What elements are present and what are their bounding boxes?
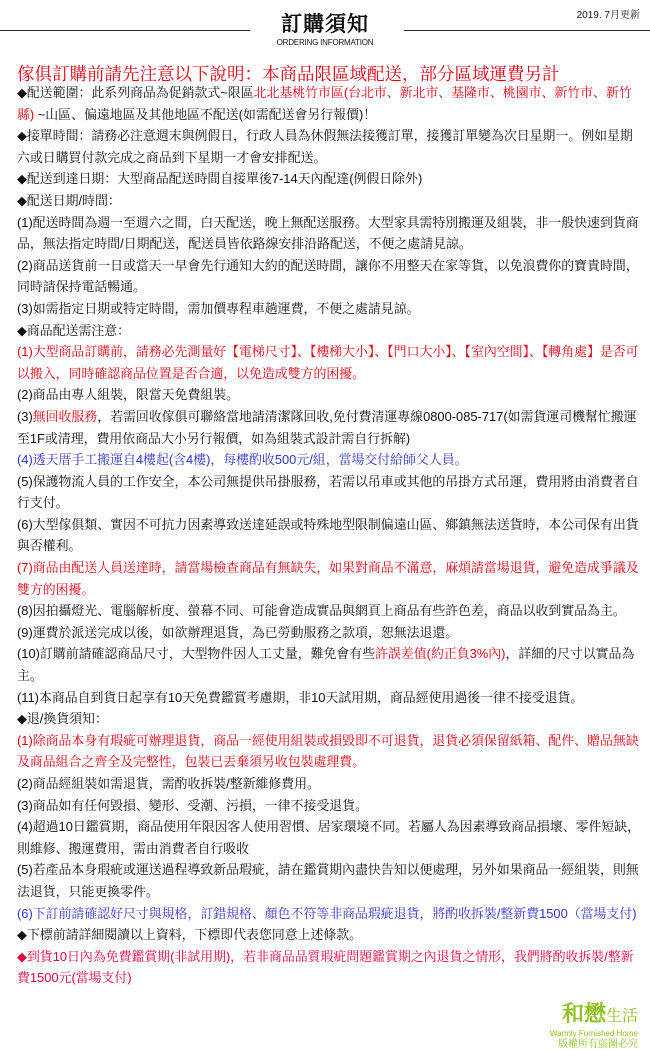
- text-segment: ◆配送到達日期：大型商品配送時間自接單後7-14天內配達(例假日除外): [17, 171, 423, 187]
- text-segment: (2)商品由專人組裝，限當天免費組裝。: [17, 387, 240, 403]
- terms-paragraph: [17, 212, 645, 255]
- text-segment: (2)商品送貨前一日或當天一早會先行通知大約的配送時間，讓你不用整天在家等貨，以免浪費你的寶貴時間，同時請保持電話暢通。: [17, 257, 639, 295]
- text-segment: (1)配送時間為週一至週六之間，白天配送，晚上無配送服務。大型家具需特別搬運及組裝，非一般快速到貨商品，無法指定時間/日期配送，配送員皆依路線安排沿路配送，不便之處請見諒。: [17, 214, 639, 252]
- text-segment: ，詳細的尺寸以實品為主。: [17, 646, 635, 684]
- text-segment: (1)大型商品訂購前，請務必先測量好【電梯尺寸】、【樓梯大小】、【門口大小】、【室內空間】、【轉角處】是否可以搬入，同時確認商品位置是否合適，以免造成雙方的困擾。: [17, 344, 639, 381]
- text-segment: ◆配送日期/時間：: [17, 192, 121, 208]
- terms-paragraph: [17, 859, 645, 902]
- page-subtitle: ORDERING INFORMATION: [276, 38, 374, 47]
- terms-paragraph: [17, 298, 645, 320]
- terms-paragraph: [17, 946, 645, 989]
- text-segment: (6)大型傢俱類、實因不可抗力因素導致送達延誤或特殊地型限制偏遠山區、鄉鎮無法送貨時，本公司保有出貨與否權利。: [17, 516, 639, 554]
- text-segment: ◆到貨10日內為免費鑑賞期(非試用期)，若非商品品質瑕疵問題鑑賞期之內退貨之情形，我們將酌收拆裝/整新費1500元(當場支付): [17, 948, 634, 986]
- text-segment: ◆配送範圍：此系列商品為促銷款式~限區: [17, 85, 254, 100]
- terms-paragraph: [17, 903, 645, 925]
- terms-paragraph: [17, 449, 645, 471]
- terms-paragraph: [17, 643, 645, 686]
- headline-notice: 傢俱訂購前請先注意以下說明：本商品限區域配送，部分區域運費另計: [17, 64, 560, 84]
- terms-paragraph: [17, 320, 645, 342]
- terms-paragraph: [17, 600, 645, 622]
- terms-paragraph: [17, 730, 645, 773]
- brand-logo: [550, 1002, 638, 1051]
- text-segment: 北北基桃竹市區(台北市、新北市、基隆市、桃園市、新竹市、新竹縣): [17, 85, 632, 122]
- text-segment: (7)商品由配送人員送達時，請當場檢查商品有無缺失，如果對商品不滿意，麻煩請當場退貨，避免造成爭議及雙方的困擾。: [17, 560, 639, 597]
- terms-paragraph: [17, 341, 645, 384]
- text-segment: (9)運費於派送完成以後，如欲辦理退貨，為已勞動服務之款項，恕無法退還。: [17, 624, 459, 640]
- text-segment: (1)除商品本身有瑕疵可辦理退貨，商品一經使用組裝或損毀即不可退貨，退貨必須保留紙箱、配件、贈品無缺及商品組合之齊全及完整性，包裝已丟棄須另收包裝處理費。: [17, 732, 639, 770]
- text-segment: (2)商品經組裝如需退貨，需酌收拆裝/整新維修費用。: [17, 776, 320, 791]
- terms-paragraph: [17, 622, 645, 644]
- page-title: 訂購須知: [281, 13, 369, 36]
- text-segment: 無回收服務: [32, 408, 98, 424]
- terms-paragraph: [17, 514, 645, 557]
- update-date: 2019. 7月更新: [576, 10, 640, 21]
- terms-paragraph: [17, 471, 645, 514]
- terms-paragraph: [17, 255, 645, 298]
- text-segment: ◆退/換貨須知：: [17, 711, 108, 727]
- terms-paragraph: [17, 384, 645, 406]
- text-segment: ◆下標前請詳細閱讀以上資料，下標即代表您同意上述條款。: [17, 927, 363, 943]
- terms-paragraph: [17, 795, 645, 817]
- logo-suffix: 生活: [605, 1008, 638, 1025]
- terms-paragraph: [17, 557, 645, 600]
- text-segment: (8)因拍攝燈光、電腦解析度、螢幕不同、可能會造成實品與網頁上商品有些許色差，商品以收到實品為主。: [17, 603, 626, 619]
- terms-paragraph: [17, 708, 645, 730]
- text-segment: (10)訂購前請確認商品尺寸，大型物件因人工丈量，難免會有些: [17, 646, 376, 662]
- terms-paragraph: [17, 125, 645, 168]
- terms-paragraph: [17, 924, 645, 946]
- terms-paragraph: [17, 816, 645, 859]
- terms-paragraph: [17, 687, 645, 709]
- text-segment: ◆商品配送需注意：: [17, 322, 131, 338]
- terms-paragraph: [17, 82, 645, 125]
- text-segment: ~山區、偏遠地區及其他地區不配送(如需配送會另行報價)！: [34, 106, 377, 122]
- logo-tagline: Warmly Furnished Home: [549, 1029, 638, 1038]
- logo-name: 和懋: [561, 1001, 606, 1026]
- terms-paragraph: [17, 773, 645, 795]
- terms-paragraph: [17, 168, 645, 190]
- text-segment: (3): [17, 408, 33, 424]
- terms-paragraph: [17, 190, 645, 212]
- text-segment: ，若需回收傢俱可聯絡當地請清潔隊回收,免付費清運專線0800-085-717(如需貨運司機幫忙搬運至1F或清理，費用依商品大小另行報價，如為組裝式設計需自行拆解): [17, 408, 637, 446]
- text-segment: ◆接單時間：請務必注意週末與例假日，行政人員為休假無法接獲訂單，接獲訂單變為次日星期一。例如星期六或日購買付款完成之商品到下星期一才會安排配送。: [17, 128, 633, 165]
- text-segment: (4)透天厝手工搬運自4樓起(含4樓)，每樓酌收500元/組，當場交付給師父人員。: [17, 452, 468, 468]
- text-segment: (6)下訂前請確認好尺寸與規格，訂錯規格、顏色不符等非商品瑕疵退貨，將酌收拆裝/整新費1500（當場支付): [17, 905, 637, 921]
- text-segment: (4)超過10日鑑賞期，商品使用年限因客人使用習慣、居家環境不同。若屬人為因素導致商品損壞、零件短缺，則維修、搬運費用，需由消費者自行吸收: [17, 819, 641, 856]
- text-segment: (3)商品如有任何毀損、變形、受潮、污損，一律不接受退貨。: [17, 797, 368, 813]
- text-segment: (5)保護物流人員的工作安全，本公司無提供吊掛服務，若需以吊車或其他的吊掛方式吊運，費用將由消費者自行支付。: [17, 473, 639, 511]
- text-segment: 許誤差值(約正負3%內): [375, 646, 506, 662]
- copyright-notice: 版權所有盜圖必究: [558, 1039, 638, 1050]
- text-segment: (5)若產品本身瑕疵或運送過程導致新品瑕疵，請在鑑賞期內盡快告知以便處理，另外如果商品一經組裝，則無法退貨，只能更換零件。: [17, 862, 639, 899]
- text-segment: (3)如需指定日期或特定時間，需加價專程車趟運費，不便之處請見諒。: [17, 300, 420, 316]
- terms-paragraph: [17, 406, 645, 449]
- terms-body: [17, 82, 645, 989]
- text-segment: (11)本商品自到貨日起享有10天免費鑑賞考慮期，非10天試用期，商品經使用過後一律不接受退貨。: [17, 689, 584, 705]
